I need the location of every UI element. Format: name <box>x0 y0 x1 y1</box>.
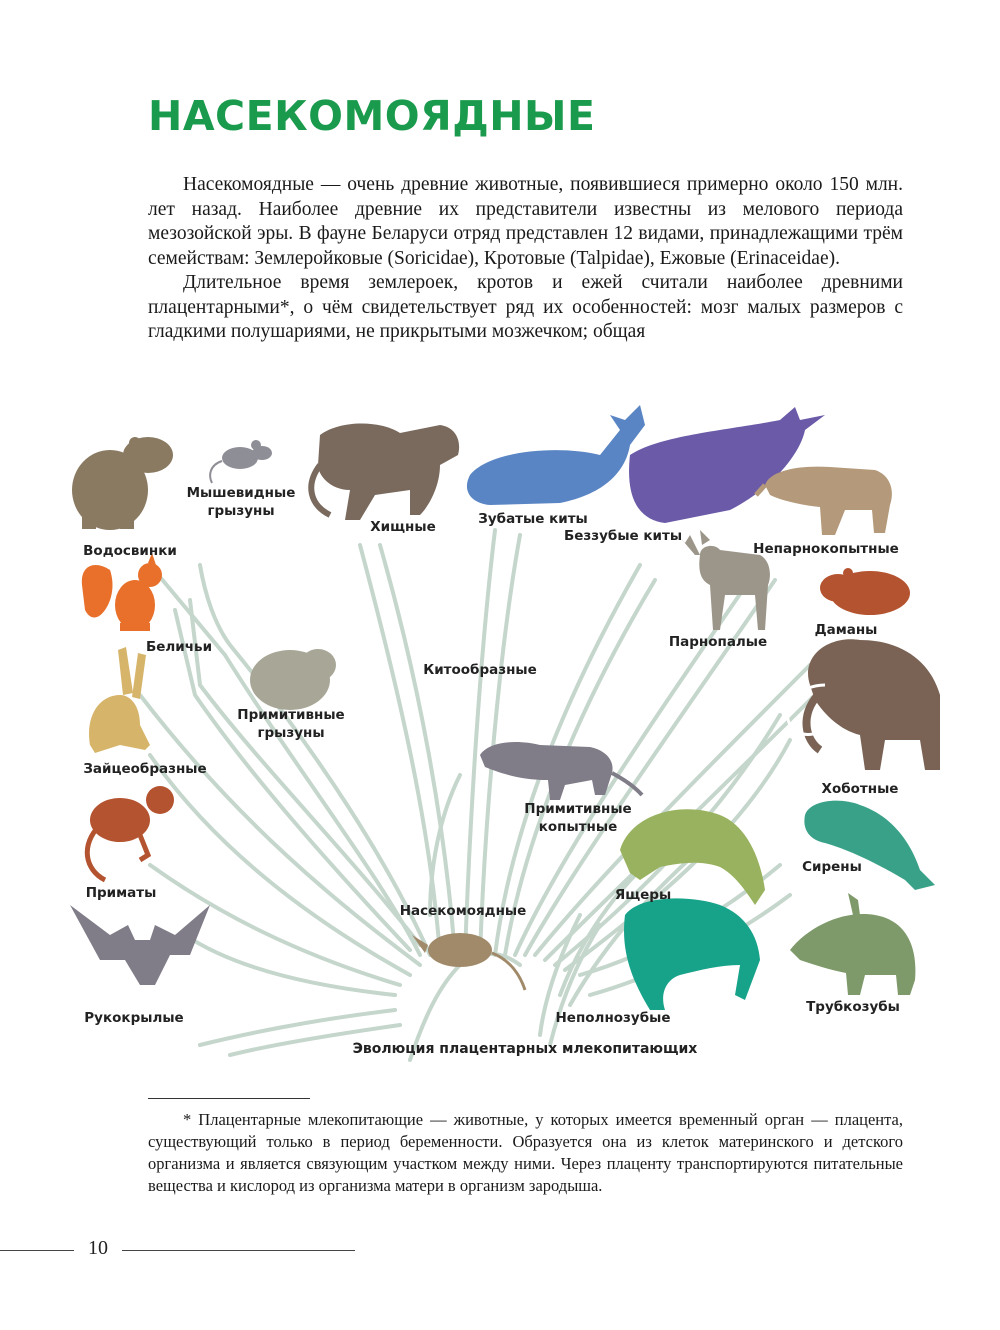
bat-icon <box>70 905 210 985</box>
manatee-icon <box>804 801 935 890</box>
anteater-icon <box>624 898 760 1010</box>
label-yashchery: Ящеры <box>614 887 672 903</box>
footnote: * Плацентарные млекопитающие — животные, у которых имеется временный орган — плацента, существующий только в период беременности. Образуется она из клеток материнского и детского организма и является связующим участком между ними. Через плаценту транспортируются питательные вещества и кислород из организма матери в организм зародыша. <box>148 1110 903 1195</box>
hare-icon <box>89 647 150 753</box>
label-primaty: Приматы <box>85 885 157 901</box>
squirrel-icon <box>82 553 162 631</box>
branch-khishchnye-inner <box>380 545 455 955</box>
page-title: НАСЕКОМОЯДНЫЕ <box>148 92 596 140</box>
marmot-icon <box>250 649 336 710</box>
page-number-rule-right <box>122 1250 355 1251</box>
paragraph-1: Насекомоядные — очень древние животные, появившиеся примерно около 150 млн. лет назад. Наиболее древние их представители известны из мелового периода мезозойской эры. В фауне Беларуси отряд представлен 12 видами, принадлежащими трём семействам: Землеройковые (Soricidae), Кротовые (Talpidae), Ежовые (Erinaceidae). <box>148 174 903 269</box>
label-myshevidnye-2: грызуны <box>207 503 275 519</box>
label-trubkozuby: Трубкозубы <box>806 999 900 1015</box>
page-number: 10 <box>88 1237 108 1259</box>
label-zubatye: Зубатые киты <box>478 511 588 527</box>
toothed-whale-icon <box>467 405 645 505</box>
label-vodosvinki: Водосвинки <box>83 543 177 559</box>
label-primitive-ungulates-1: Примитивные <box>524 801 632 817</box>
branch-nepolnozubye-inner <box>550 925 600 1045</box>
monkey-icon <box>87 786 174 880</box>
label-primitive-ungulates-2: копытные <box>538 819 618 835</box>
baleen-whale-icon <box>629 407 825 523</box>
mammoth-icon <box>787 639 940 770</box>
label-zaitseobraznye: Зайцеобразные <box>83 761 207 777</box>
page-number-rule-left <box>0 1250 74 1251</box>
label-myshevidnye-1: Мышевидные <box>186 485 296 501</box>
label-belichi: Беличьи <box>145 639 213 655</box>
branch-whales <box>465 530 495 955</box>
big-cat-icon <box>311 423 459 520</box>
capybara-icon <box>72 437 173 530</box>
label-nepolnozubye: Неполнозубые <box>555 1010 671 1026</box>
label-neparnokopytnye: Непарнокопытные <box>753 541 899 557</box>
label-bezzubye: Беззубые киты <box>563 528 683 544</box>
primitive-ungulate-icon <box>480 742 642 800</box>
label-nasekomoyadnye: Насекомоядные <box>399 903 527 919</box>
hyrax-icon <box>820 568 910 615</box>
label-kitoobraznye: Китообразные <box>423 662 537 678</box>
body-text <box>148 173 903 345</box>
label-parnopalye: Парнопалые <box>668 634 768 650</box>
aardvark-icon <box>790 893 915 995</box>
evolution-diagram <box>0 395 1000 1075</box>
branch-vodosvinki-inner <box>200 565 430 955</box>
label-primitive-rodents-2: грызуны <box>257 725 325 741</box>
label-khishchnye: Хищные <box>370 519 436 535</box>
paragraph-2: Длительное время землероек, кротов и ежей считали наиболее древними плацентарными*, о чём свидетельствует ряд их особенностей: мозг малых размеров с гладкими полушариями, не прикрытыми мозжечком; общая <box>148 272 903 342</box>
label-primitive-rodents-1: Примитивные <box>237 707 345 723</box>
label-khobotnye: Хоботные <box>821 781 899 797</box>
tapir-icon <box>756 467 892 535</box>
footnote-divider <box>148 1098 310 1099</box>
mouse-icon <box>210 440 272 483</box>
label-sireny: Сирены <box>802 859 862 875</box>
figure-caption: Эволюция плацентарных млекопитающих <box>352 1041 698 1057</box>
label-damany: Даманы <box>814 622 878 638</box>
label-rukokrylye: Рукокрылые <box>84 1010 184 1026</box>
